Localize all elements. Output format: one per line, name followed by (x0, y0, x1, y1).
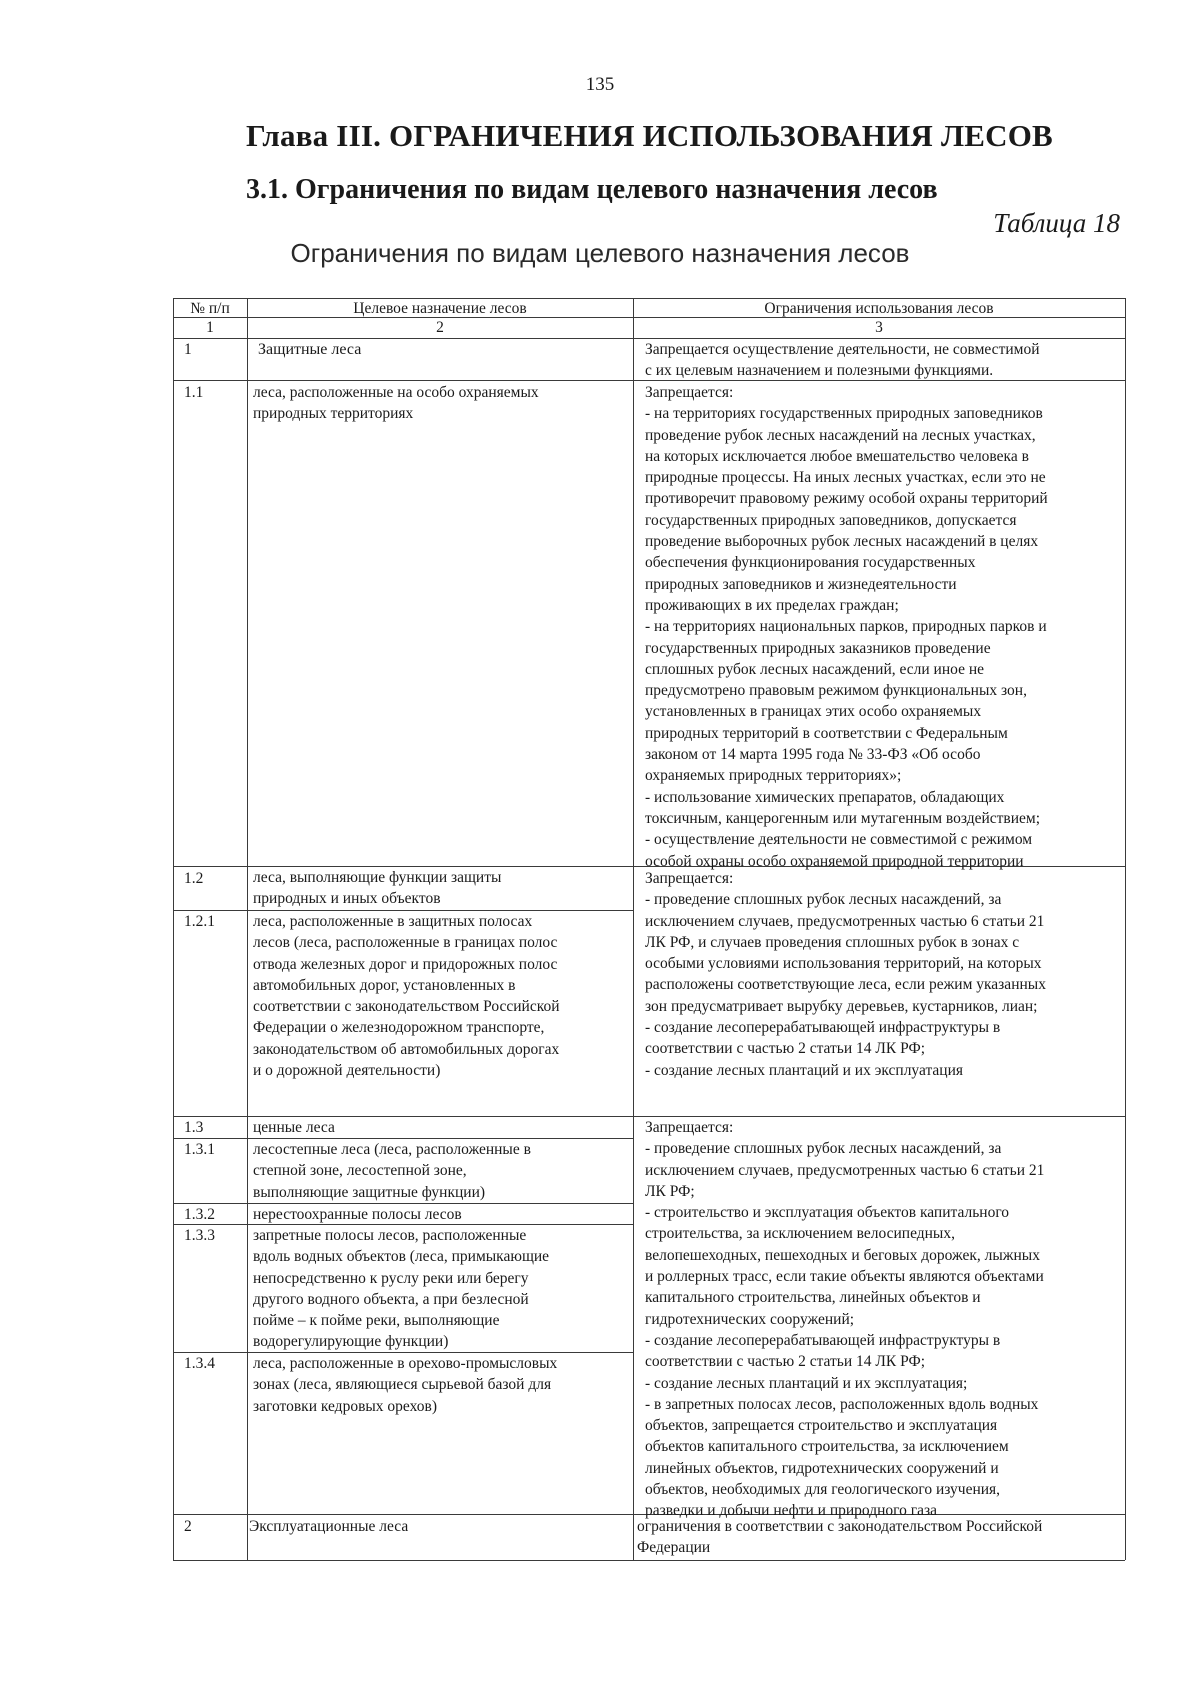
table-caption: Ограничения по видам целевого назначения лесов (290, 238, 910, 268)
row-purpose: запретные полосы лесов, расположенные вдоль водных объектов (леса, примыкающие непосредственно к руслу реки или берегу другого водного объекта, а при безлесной пойме – к пойме реки, выполняющие водорегулирующие функции) (253, 1227, 550, 1351)
table-header-num: № п/п (190, 300, 230, 317)
table-col-divider (633, 298, 634, 1560)
row-restriction: Запрещается: - на территориях государственных природных заповедников проведение рубок лесных насаждений на лесных участках, на которых исключается любое вмешательство человека в природные процессы. На иных лесных участках, если это не противоречит правовому режиму особой охраны территорий государственных природных заповедников, допускается проведение выборочных рубок лесных насаждений в целях обеспечения функционирования государственных природных заповедников и жизнедеятельности проживающих в их пределах граждан; - на территориях национальных парков, природных парков и государственных природных заказников проведение сплошных рубок лесных насаждений, если иное не предусмотрено правовым режимом функциональных зон, установленных в границах этих особо охраняемых природных территорий в соответствии с Федеральным законом от 14 марта 1995 года № 33-ФЗ «Об особо охраняемых природных территориях»; - использование химических препаратов, обладающих токсичным, канцерогенным или мутагенным воздействием; - осуществление деятельности не совместимой с режимом особой охраны особо охраняемой природной территории (645, 384, 1048, 870)
row-purpose: лесостепные леса (леса, расположенные в степной зоне, лесостепной зоне, выполняющие защитные функции) (253, 1141, 531, 1201)
table-col-number: 2 (436, 319, 444, 336)
table-col-divider (247, 298, 248, 1560)
row-number: 1.3.1 (184, 1141, 215, 1158)
row-number: 1.2.1 (184, 913, 215, 930)
table-border-bottom (173, 1560, 1125, 1561)
row-number: 2 (184, 1518, 192, 1535)
row-number: 1.3 (184, 1119, 204, 1136)
row-purpose: леса, расположенные на особо охраняемых природных территориях (253, 384, 539, 423)
row-number: 1.2 (184, 870, 204, 887)
row-purpose: леса, расположенные в орехово-промысловых зонах (леса, являющиеся сырьевой базой для заготовки кедровых орехов) (253, 1355, 558, 1415)
row-restriction: Запрещается: - проведение сплошных рубок лесных насаждений, за исключением случаев, предусмотренных частью 6 статьи 21 ЛК РФ; - строительство и эксплуатация объектов капитального строительства, за исключением велосипедных, велопешеходных, пешеходных и беговых дорожек, лыжных и роллерных трасс, если такие объекты являются объектами капитального строительства, линейных объектов и гидротехнических сооружений; - создание лесоперерабатывающей инфраструктуры в соответствии с частью 2 статьи 14 ЛК РФ; - создание лесных плантаций и их эксплуатация; - в запретных полосах лесов, расположенных вдоль водных объектов, запрещается строительство и эксплуатация объектов капитального строительства, за исключением линейных объектов, гидротехнических сооружений и объектов, необходимых для геологического изучения, разведки и добычи нефти и природного газа (645, 1119, 1045, 1520)
row-purpose: Защитные леса (258, 341, 362, 358)
table-col-number: 1 (206, 319, 214, 336)
table-col-number: 3 (875, 319, 883, 336)
table-border-left (173, 298, 174, 1560)
row-number: 1.3.2 (184, 1206, 215, 1223)
section-title: 3.1. Ограничения по видам целевого назначения лесов (246, 174, 938, 205)
row-number: 1.3.4 (184, 1355, 215, 1372)
row-restriction: Запрещается: - проведение сплошных рубок лесных насаждений, за исключением случаев, предусмотренных частью 6 статьи 21 ЛК РФ, и случаев проведения сплошных рубок в зонах с особыми условиями использования территорий, на которых расположены соответствующие леса, если режим указанных зон предусматривает вырубку деревьев, кустарников, лиан; - создание лесоперерабатывающей инфраструктуры в соответствии с частью 2 статьи 14 ЛК РФ; - создание лесных плантаций и их эксплуатация (645, 870, 1046, 1079)
table-header-purpose: Целевое назначение лесов (353, 300, 527, 317)
page-number: 135 (585, 74, 615, 95)
row-restriction: ограничения в соответствии с законодательством Российской Федерации (637, 1518, 1043, 1557)
table-label: Таблица 18 (993, 208, 1120, 238)
table-header-restrictions: Ограничения использования лесов (764, 300, 994, 317)
row-purpose: ценные леса (253, 1119, 335, 1136)
row-purpose: леса, выполняющие функции защиты природных и иных объектов (253, 869, 502, 908)
row-purpose: нерестоохранные полосы лесов (253, 1206, 462, 1223)
row-number: 1 (184, 341, 192, 358)
row-restriction: Запрещается осуществление деятельности, не совместимой с их целевым назначением и полезными функциями. (645, 341, 1040, 380)
row-purpose: леса, расположенные в защитных полосах лесов (леса, расположенные в границах полос отвода железных дорог и придорожных полос автомобильных дорог, установленных в соответствии с законодательством Российской Федерации о железнодорожном транспорте, законодательством об автомобильных дорогах и о дорожной деятельности) (253, 913, 560, 1080)
chapter-title: Глава III. ОГРАНИЧЕНИЯ ИСПОЛЬЗОВАНИЯ ЛЕСОВ (246, 118, 1053, 153)
row-number: 1.3.3 (184, 1227, 215, 1244)
row-purpose: Эксплуатационные леса (249, 1518, 409, 1535)
table-border-right (1125, 298, 1126, 1560)
row-number: 1.1 (184, 384, 204, 401)
